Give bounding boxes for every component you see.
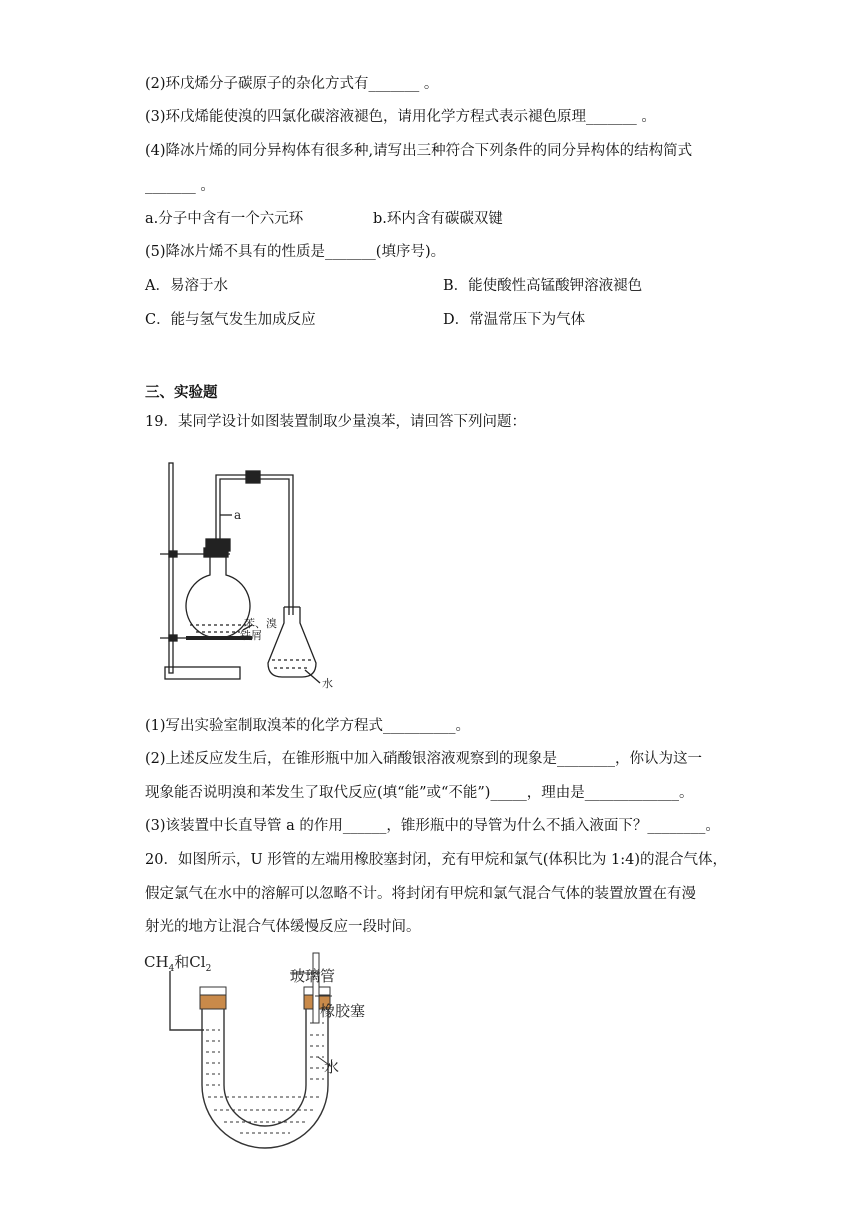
- u-tube-figure: [140, 945, 390, 1150]
- q20-line2: 假定氯气在水中的溶解可以忽略不计。将封闭有甲烷和氯气混合气体的装置放置在有漫: [145, 886, 696, 902]
- q18-condition-b: b.环内含有碳碳双键: [373, 211, 503, 227]
- q20-line1: 20．如图所示，U 形管的左端用橡胶塞封闭，充有甲烷和氯气(体积比为 1:4)的混合气体，: [145, 852, 728, 868]
- bromobenzene-apparatus-figure: [140, 455, 380, 695]
- q18-option-b: B．能使酸性高锰酸钾溶液褪色: [443, 278, 643, 294]
- q19-part3: (3)该装置中长直导管 a 的作用______，锥形瓶中的导管为什么不插入液面下？________。: [145, 818, 720, 834]
- stand-base: [165, 667, 240, 679]
- q18-part2: (2)环戊烯分子碳原子的杂化方式有_______ 。: [145, 76, 439, 92]
- q18-option-d: D．常温常压下为气体: [443, 312, 586, 328]
- label-benzene-bromine: 苯、溴: [244, 617, 277, 630]
- q18-part4-blank: _______ 。: [145, 178, 215, 194]
- q19-part2-line2: 现象能否说明溴和苯发生了取代反应(填“能”或“不能”)_____，理由是_____________。: [145, 785, 694, 801]
- q18-part4: (4)降冰片烯的同分异构体有很多种,请写出三种符合下列条件的同分异构体的结构简式: [145, 143, 693, 159]
- u-tube-inner: [224, 1000, 306, 1126]
- label-iron-filings: 铁屑: [240, 629, 262, 642]
- q19-stem: 19．某同学设计如图装置制取少量溴苯，请回答下列问题：: [145, 414, 526, 430]
- label-rubber-stopper: 橡胶塞: [320, 1002, 366, 1020]
- q18-option-a: A．易溶于水: [145, 278, 228, 294]
- label-a: a: [234, 508, 242, 522]
- glass-tube: [313, 953, 319, 1023]
- label-gas: $CH_4$和$Cl_2$: [144, 953, 212, 974]
- q18-part3: (3)环戊烯能使溴的四氯化碳溶液褪色，请用化学方程式表示褪色原理_______ 。: [145, 109, 656, 125]
- left-stopper: [200, 995, 226, 1009]
- q18-option-c: C．能与氢气发生加成反应: [145, 312, 316, 328]
- q18-condition-a: a.分子中含有一个六元环: [145, 211, 304, 227]
- q19-part2-line1: (2)上述反应发生后，在锥形瓶中加入硝酸银溶液观察到的现象是________，你认为这一: [145, 751, 703, 767]
- q19-part1: (1)写出实验室制取溴苯的化学方程式__________。: [145, 718, 471, 734]
- q20-line3: 射光的地方让混合气体缓慢反应一段时间。: [145, 919, 421, 935]
- label-glass-tube: 玻璃管: [290, 967, 336, 985]
- q18-part5: (5)降冰片烯不具有的性质是_______(填序号)。: [145, 244, 446, 260]
- section-title: 三、实验题: [145, 384, 218, 401]
- label-water: 水: [322, 677, 333, 690]
- label-water-u: 水: [324, 1058, 340, 1076]
